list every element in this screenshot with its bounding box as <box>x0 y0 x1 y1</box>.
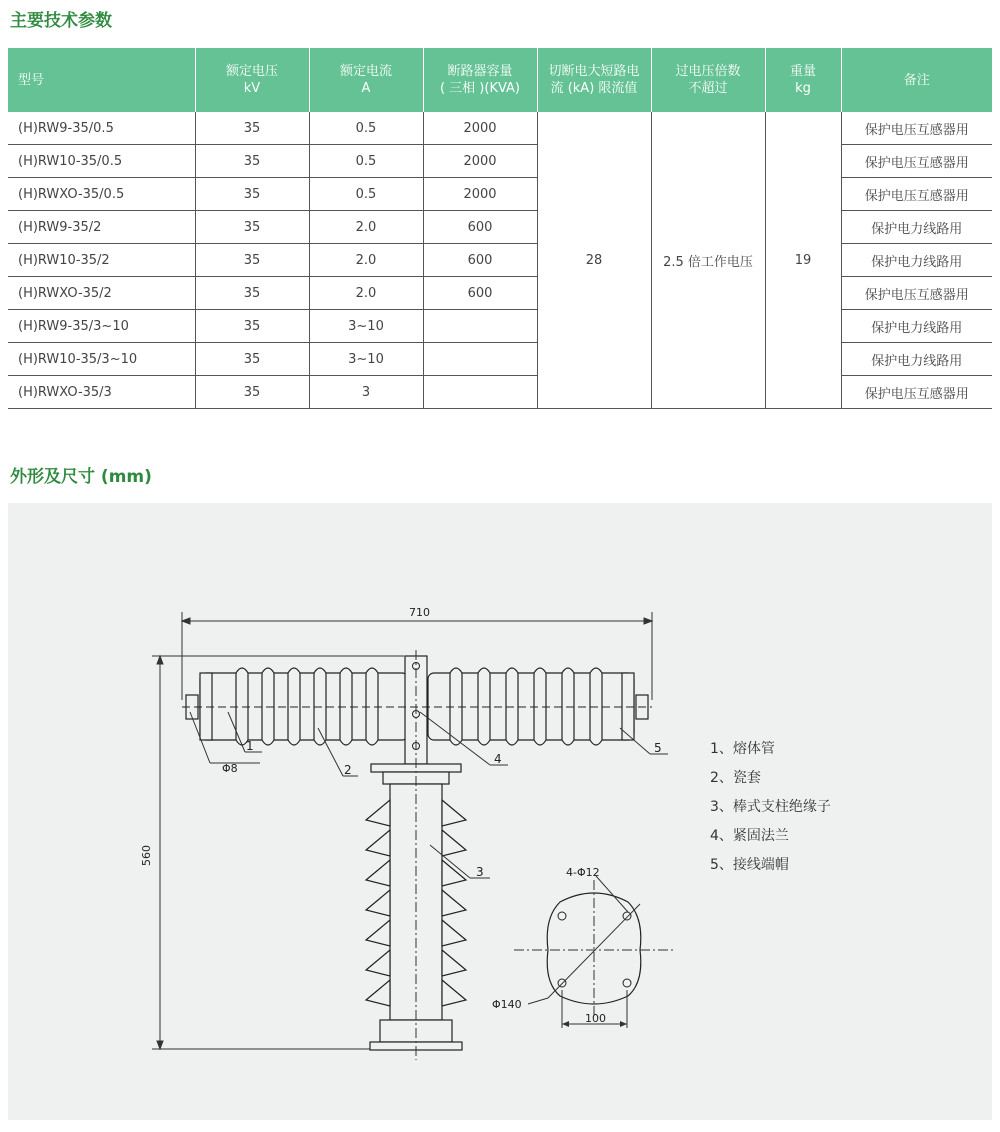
cell-capacity: 600 <box>423 211 537 244</box>
cell-remark: 保护电压互感器用 <box>841 178 992 211</box>
header-overvoltage: 过电压倍数 不超过 <box>651 48 765 112</box>
dim-height-label: 560 <box>140 845 153 866</box>
cell-remark: 保护电压互感器用 <box>841 112 992 145</box>
dim-width-label: 710 <box>409 606 430 619</box>
dim-100-label: 100 <box>585 1012 606 1025</box>
cell-voltage: 35 <box>195 343 309 376</box>
callout-2: 2 <box>344 763 352 777</box>
cell-remark: 保护电力线路用 <box>841 343 992 376</box>
dim-phi140-label: Φ140 <box>492 998 522 1011</box>
cell-remark: 保护电力线路用 <box>841 244 992 277</box>
section-title-params: 主要技术参数 <box>10 11 112 31</box>
cell-voltage: 35 <box>195 277 309 310</box>
cell-current: 3 <box>309 376 423 409</box>
cell-voltage: 35 <box>195 112 309 145</box>
cell-voltage: 35 <box>195 376 309 409</box>
header-breaker-capacity: 断路器容量 ( 三相 )(KVA) <box>423 48 537 112</box>
dim-holes-label: 4-Φ12 <box>566 866 600 879</box>
cell-model: (H)RWXO-35/2 <box>8 277 195 310</box>
callout-4: 4 <box>494 752 502 766</box>
cell-model: (H)RW10-35/3~10 <box>8 343 195 376</box>
cell-voltage: 35 <box>195 244 309 277</box>
cell-current: 0.5 <box>309 178 423 211</box>
legend-item: 5、接线端帽 <box>710 857 789 873</box>
cell-current: 0.5 <box>309 112 423 145</box>
cell-voltage: 35 <box>195 145 309 178</box>
legend-item: 4、紧固法兰 <box>710 828 789 844</box>
legend-item: 1、熔体管 <box>710 741 775 757</box>
cell-model: (H)RWXO-35/3 <box>8 376 195 409</box>
header-weight: 重量 kg <box>765 48 841 112</box>
cell-voltage: 35 <box>195 211 309 244</box>
cell-remark: 保护电力线路用 <box>841 310 992 343</box>
cell-current: 3~10 <box>309 343 423 376</box>
cell-current: 0.5 <box>309 145 423 178</box>
cell-model: (H)RW9-35/2 <box>8 211 195 244</box>
cell-current: 3~10 <box>309 310 423 343</box>
cell-weight: 19 <box>765 112 841 409</box>
callout-5: 5 <box>654 741 662 755</box>
cell-capacity: 2000 <box>423 145 537 178</box>
cell-breaking-current: 28 <box>537 112 651 409</box>
cell-model: (H)RW10-35/0.5 <box>8 145 195 178</box>
cell-model: (H)RW10-35/2 <box>8 244 195 277</box>
cell-remark: 保护电压互感器用 <box>841 145 992 178</box>
cell-voltage: 35 <box>195 310 309 343</box>
cell-current: 2.0 <box>309 211 423 244</box>
cell-voltage: 35 <box>195 178 309 211</box>
cell-remark: 保护电压互感器用 <box>841 376 992 409</box>
cell-capacity: 2000 <box>423 112 537 145</box>
dim-phi8-label: Φ8 <box>222 762 238 775</box>
header-model: 型号 <box>8 48 195 112</box>
cell-capacity: 600 <box>423 277 537 310</box>
cell-current: 2.0 <box>309 244 423 277</box>
header-rated-current: 额定电流 A <box>309 48 423 112</box>
cell-current: 2.0 <box>309 277 423 310</box>
section-title-dimensions: 外形及尺寸 (mm) <box>10 467 152 487</box>
cell-overvoltage: 2.5 倍工作电压 <box>651 112 765 409</box>
cell-remark: 保护电力线路用 <box>841 211 992 244</box>
callout-3: 3 <box>476 865 484 879</box>
cell-model: (H)RW9-35/0.5 <box>8 112 195 145</box>
cell-model: (H)RWXO-35/0.5 <box>8 178 195 211</box>
cell-capacity: 2000 <box>423 178 537 211</box>
cell-model: (H)RW9-35/3~10 <box>8 310 195 343</box>
header-rated-voltage: 额定电压 kV <box>195 48 309 112</box>
parts-legend <box>710 738 831 883</box>
cell-remark: 保护电压互感器用 <box>841 277 992 310</box>
header-remark: 备注 <box>841 48 992 112</box>
callout-1: 1 <box>246 739 254 753</box>
header-breaking-current: 切断电大短路电 流 (kA) 限流值 <box>537 48 651 112</box>
legend-item: 3、棒式支柱绝缘子 <box>710 799 831 815</box>
cell-capacity: 600 <box>423 244 537 277</box>
legend-item: 2、瓷套 <box>710 770 761 786</box>
